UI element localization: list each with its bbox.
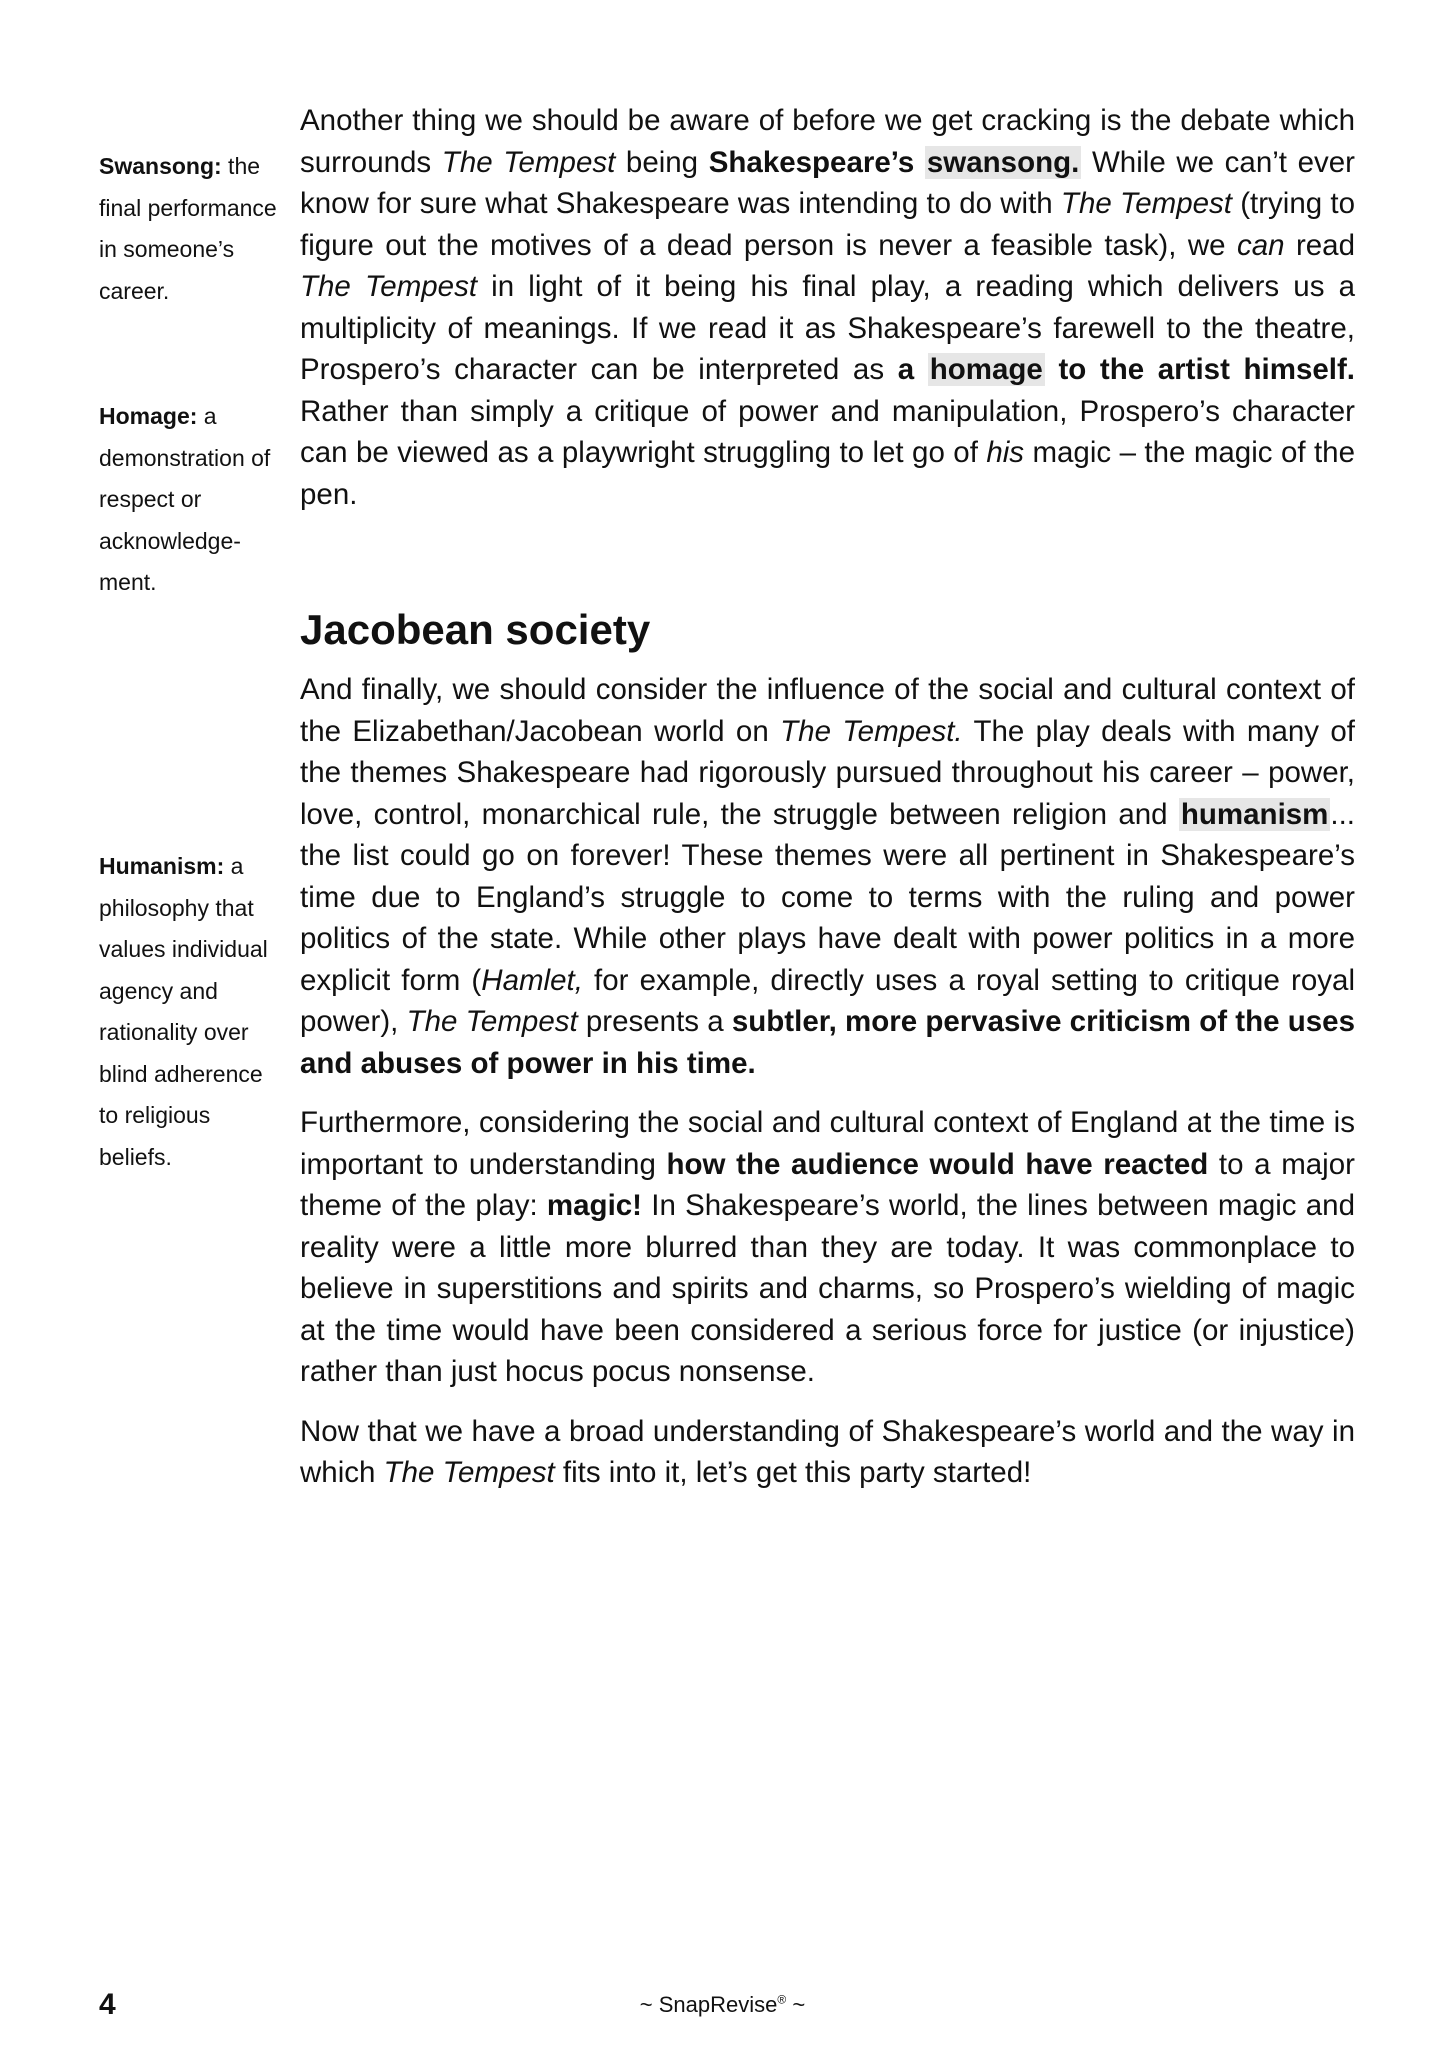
emphasis: to the artist himself. <box>1044 353 1355 386</box>
text: Rather than simply a critique of power and manipulation, Prospero’s character can be viewed as a playwright struggling to let go of <box>300 394 1355 469</box>
title-italic: The Tempest <box>441 145 616 179</box>
text: Another thing we should be aware of before we get cracking is the debate which surrounds <box>300 104 1355 179</box>
footer-brand <box>0 1992 1445 2018</box>
glossary-entry-humanism <box>99 846 279 1178</box>
text: read <box>1284 228 1355 262</box>
text: Furthermore, considering the social and cultural context of England at the time is important to understanding <box>300 1106 1355 1181</box>
text: magic – the magic of the pen. <box>300 436 1355 511</box>
text: for example, directly uses a royal setting to critique royal power), <box>300 963 1355 1038</box>
title-italic: The Tempest <box>383 1456 555 1489</box>
glossary-definition: a demonstration of respect or acknowledge-ment. <box>99 403 271 595</box>
italic: his <box>986 436 1025 469</box>
emphasis: how the audience would have reacted <box>666 1147 1209 1181</box>
emphasis: Shakespeare’s <box>708 145 925 179</box>
title-italic: The Tempest <box>300 270 478 303</box>
highlight-swansong: swansong. <box>926 145 1080 179</box>
glossary-term: Swansong: <box>99 153 222 179</box>
text: to a major theme of the play: <box>300 1147 1355 1222</box>
brand-name: ~ SnapRevise <box>639 1992 778 2017</box>
glossary-definition: the final performance in someone’s career. <box>99 153 277 304</box>
title-italic: The Tempest <box>406 1005 578 1038</box>
glossary-term: Homage: <box>99 403 198 429</box>
text: (trying to figure out the motives of a dead person is never a feasible task), we <box>300 187 1355 262</box>
title-italic: The Tempest <box>1060 187 1233 220</box>
paragraph-context <box>300 669 1355 1084</box>
text: in light of it being his final play, a reading which delivers us a multiplicity of meanings. If we read it as Shakespeare’s farewell to the theatre, Prospero’s character can be interpreted as <box>300 270 1355 386</box>
title-italic: Hamlet, <box>481 963 583 997</box>
section-heading: Jacobean society <box>300 606 651 653</box>
registered-mark: ® <box>777 1992 787 2007</box>
text: In Shakespeare’s world, the lines between magic and reality were a little more blurred than they are today. It was commonplace to believe in superstitions and spirits and charms, so Prospero’s wielding of magic at the time would have been considered a serious force for justice (or injustice) rather than just hocus pocus nonsense. <box>300 1189 1355 1388</box>
text: being <box>615 145 709 179</box>
glossary-entry-swansong <box>99 146 279 312</box>
emphasis: magic! <box>546 1189 642 1222</box>
paragraph-magic <box>300 1102 1355 1393</box>
glossary-term: Humanism: <box>99 853 225 879</box>
highlight-humanism: humanism <box>1180 797 1329 831</box>
highlight-homage: homage <box>929 353 1043 386</box>
paragraph-conclusion <box>300 1411 1355 1494</box>
text: And finally, we should consider the influence of the social and cultural context of the Elizabethan/Jacobean world on <box>300 673 1355 748</box>
text: The play deals with many of the themes Shakespeare had rigorously pursued throughout his career – power, love, control, monarchical rule, the struggle between religion and <box>300 714 1356 831</box>
text: fits into it, let’s get this party started! <box>554 1456 1032 1489</box>
italic: can <box>1236 228 1285 262</box>
emphasis: subtler, more pervasive criticism of the uses and abuses of power in his time. <box>300 1005 1355 1080</box>
emphasis: a <box>897 353 928 386</box>
glossary-entry-homage <box>99 396 279 604</box>
title-italic: The Tempest. <box>780 714 963 748</box>
page-number: 4 <box>99 1988 116 2021</box>
glossary-definition: a philosophy that values individual agency and rationality over blind adherence to religious beliefs. <box>99 853 268 1170</box>
text: presents a <box>577 1005 732 1038</box>
text: ... the list could go on forever! These themes were all pertinent in Shakespeare’s time due to England’s struggle to come to terms with the ruling and power politics of the state. While other plays have dealt with power politics in a more explicit form ( <box>300 797 1355 997</box>
paragraph-swansong <box>300 100 1355 515</box>
brand-tilde: ~ <box>786 1992 806 2017</box>
main-text <box>300 100 1355 1512</box>
text: While we can’t ever know for sure what Shakespeare was intending to do with <box>300 145 1355 220</box>
text: Now that we have a broad understanding of Shakespeare’s world and the way in which <box>300 1414 1355 1489</box>
